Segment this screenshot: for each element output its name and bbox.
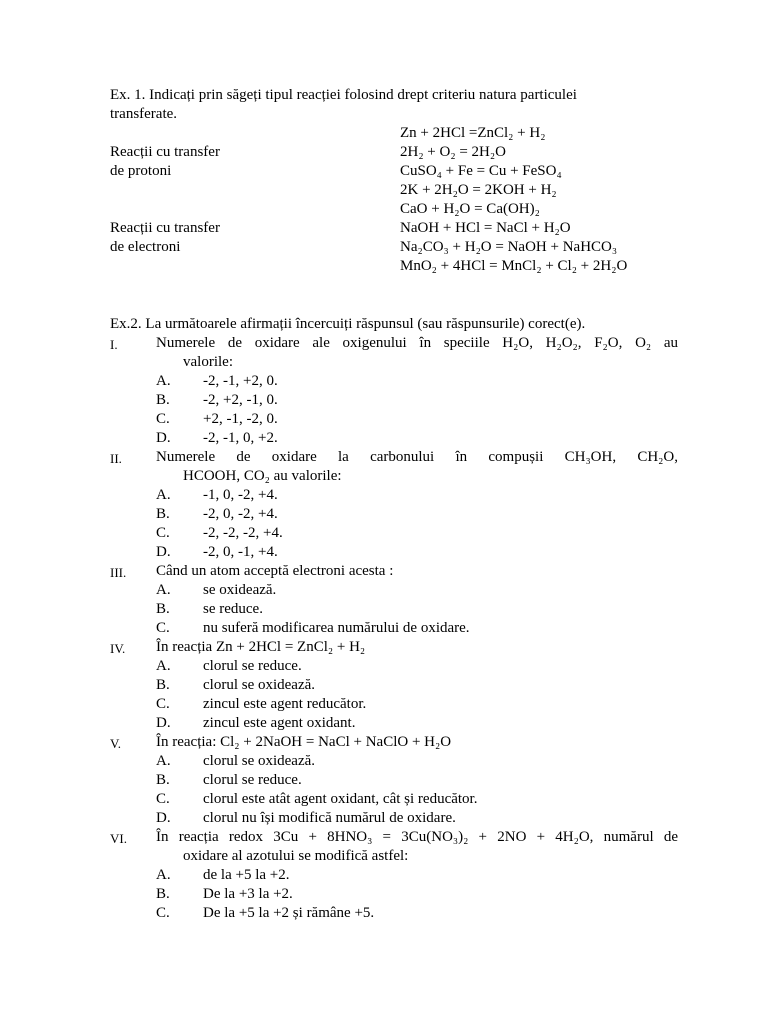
option-text: -2, -1, +2, 0. <box>203 373 278 389</box>
ex1-reaction: 2H₂ + O₂ = 2H₂O <box>400 144 506 160</box>
option-letter: D. <box>156 544 171 560</box>
option-text: se oxidează. <box>203 582 277 598</box>
ex1-reaction: Zn + 2HCl =ZnCl₂ + H₂ <box>400 125 546 141</box>
option-text: De la +5 la +2 și rămâne +5. <box>203 905 375 921</box>
ex1-group2-label-line1: Reacții cu transfer <box>110 220 220 236</box>
option-text: clorul este atât agent oxidant, cât și reducător. <box>203 791 478 807</box>
question-text: În reacția Zn + 2HCl = ZnCl₂ + H₂ <box>156 639 366 655</box>
option-letter: A. <box>156 867 171 883</box>
option-text: clorul se oxidează. <box>203 753 316 769</box>
option-text: clorul nu își modifică numărul de oxidare. <box>203 810 456 826</box>
option-letter: D. <box>156 715 171 731</box>
option-letter: B. <box>156 677 170 693</box>
option-letter: C. <box>156 525 170 541</box>
option-letter: B. <box>156 772 170 788</box>
option-text: -2, -1, 0, +2. <box>203 430 278 446</box>
option-text: de la +5 la +2. <box>203 867 290 883</box>
ex1-reaction: Na₂CO₃ + H₂O = NaOH + NaHCO₃ <box>400 239 618 255</box>
option-letter: A. <box>156 582 171 598</box>
ex1-reaction: NaOH + HCl = NaCl + H₂O <box>400 220 571 236</box>
option-letter: A. <box>156 658 171 674</box>
option-text: -2, +2, -1, 0. <box>203 392 278 408</box>
question-number: IV. <box>110 641 126 656</box>
question-text: Când un atom acceptă electroni acesta : <box>156 563 394 579</box>
question-number: VI. <box>110 831 127 846</box>
option-text: -2, -2, -2, +4. <box>203 525 283 541</box>
ex1-group1-label-line1: Reacții cu transfer <box>110 144 220 160</box>
option-text: -1, 0, -2, +4. <box>203 487 278 503</box>
option-letter: B. <box>156 886 170 902</box>
option-text: clorul se oxidează. <box>203 677 316 693</box>
ex1-reaction: 2K + 2H₂O = 2KOH + H₂ <box>400 182 557 198</box>
option-text: clorul se reduce. <box>203 772 302 788</box>
option-text: -2, 0, -2, +4. <box>203 506 278 522</box>
ex1-heading-line1: Ex. 1. Indicați prin săgeți tipul reacției folosind drept criteriu natura particulei <box>110 87 577 103</box>
option-letter: A. <box>156 373 171 389</box>
question-number: V. <box>110 736 121 751</box>
ex1-reaction: MnO₂ + 4HCl = MnCl₂ + Cl₂ + 2H₂O <box>400 258 628 274</box>
option-letter: C. <box>156 696 170 712</box>
question-number: III. <box>110 565 127 580</box>
option-letter: B. <box>156 506 170 522</box>
option-text: -2, 0, -1, +4. <box>203 544 278 560</box>
option-letter: C. <box>156 620 170 636</box>
option-letter: B. <box>156 601 170 617</box>
question-text: Numerele de oxidare la carbonului în compușii CH₃OH, CH₂O, <box>156 449 678 465</box>
ex1-heading-line2: transferate. <box>110 106 178 122</box>
option-letter: C. <box>156 411 170 427</box>
option-text: zincul este agent reducător. <box>203 696 367 712</box>
question-text: În reacția redox 3Cu + 8HNO₃ = 3Cu(NO₃)₂ + 2NO + 4H₂O, numărul de <box>156 829 678 845</box>
option-letter: A. <box>156 487 171 503</box>
option-text: nu suferă modificarea numărului de oxidare. <box>203 620 470 636</box>
ex1-group2-label-line2: de electroni <box>110 239 181 255</box>
option-text: se reduce. <box>203 601 263 617</box>
ex1-reaction: CuSO₄ + Fe = Cu + FeSO₄ <box>400 163 562 179</box>
ex1-group1-label-line2: de protoni <box>110 163 172 179</box>
option-letter: A. <box>156 753 171 769</box>
option-letter: C. <box>156 791 170 807</box>
option-text: zincul este agent oxidant. <box>203 715 356 731</box>
option-letter: C. <box>156 905 170 921</box>
option-text: +2, -1, -2, 0. <box>203 411 278 427</box>
option-letter: B. <box>156 392 170 408</box>
ex2-heading: Ex.2. La următoarele afirmații încercuiți răspunsul (sau răspunsurile) corect(e). <box>110 316 586 332</box>
option-letter: D. <box>156 810 171 826</box>
question-text-continued: valorile: <box>183 354 233 370</box>
option-text: clorul se reduce. <box>203 658 302 674</box>
question-text-continued: HCOOH, CO₂ au valorile: <box>183 468 342 484</box>
question-text-continued: oxidare al azotului se modifică astfel: <box>183 848 409 864</box>
option-text: De la +3 la +2. <box>203 886 293 902</box>
question-number: I. <box>110 337 118 352</box>
question-number: II. <box>110 451 122 466</box>
question-text: În reacția: Cl₂ + 2NaOH = NaCl + NaClO + H₂O <box>156 734 452 750</box>
option-letter: D. <box>156 430 171 446</box>
question-text: Numerele de oxidare ale oxigenului în speciile H₂O, H₂O₂, F₂O, O₂ au <box>156 335 678 351</box>
ex1-reaction: CaO + H₂O = Ca(OH)₂ <box>400 201 540 217</box>
